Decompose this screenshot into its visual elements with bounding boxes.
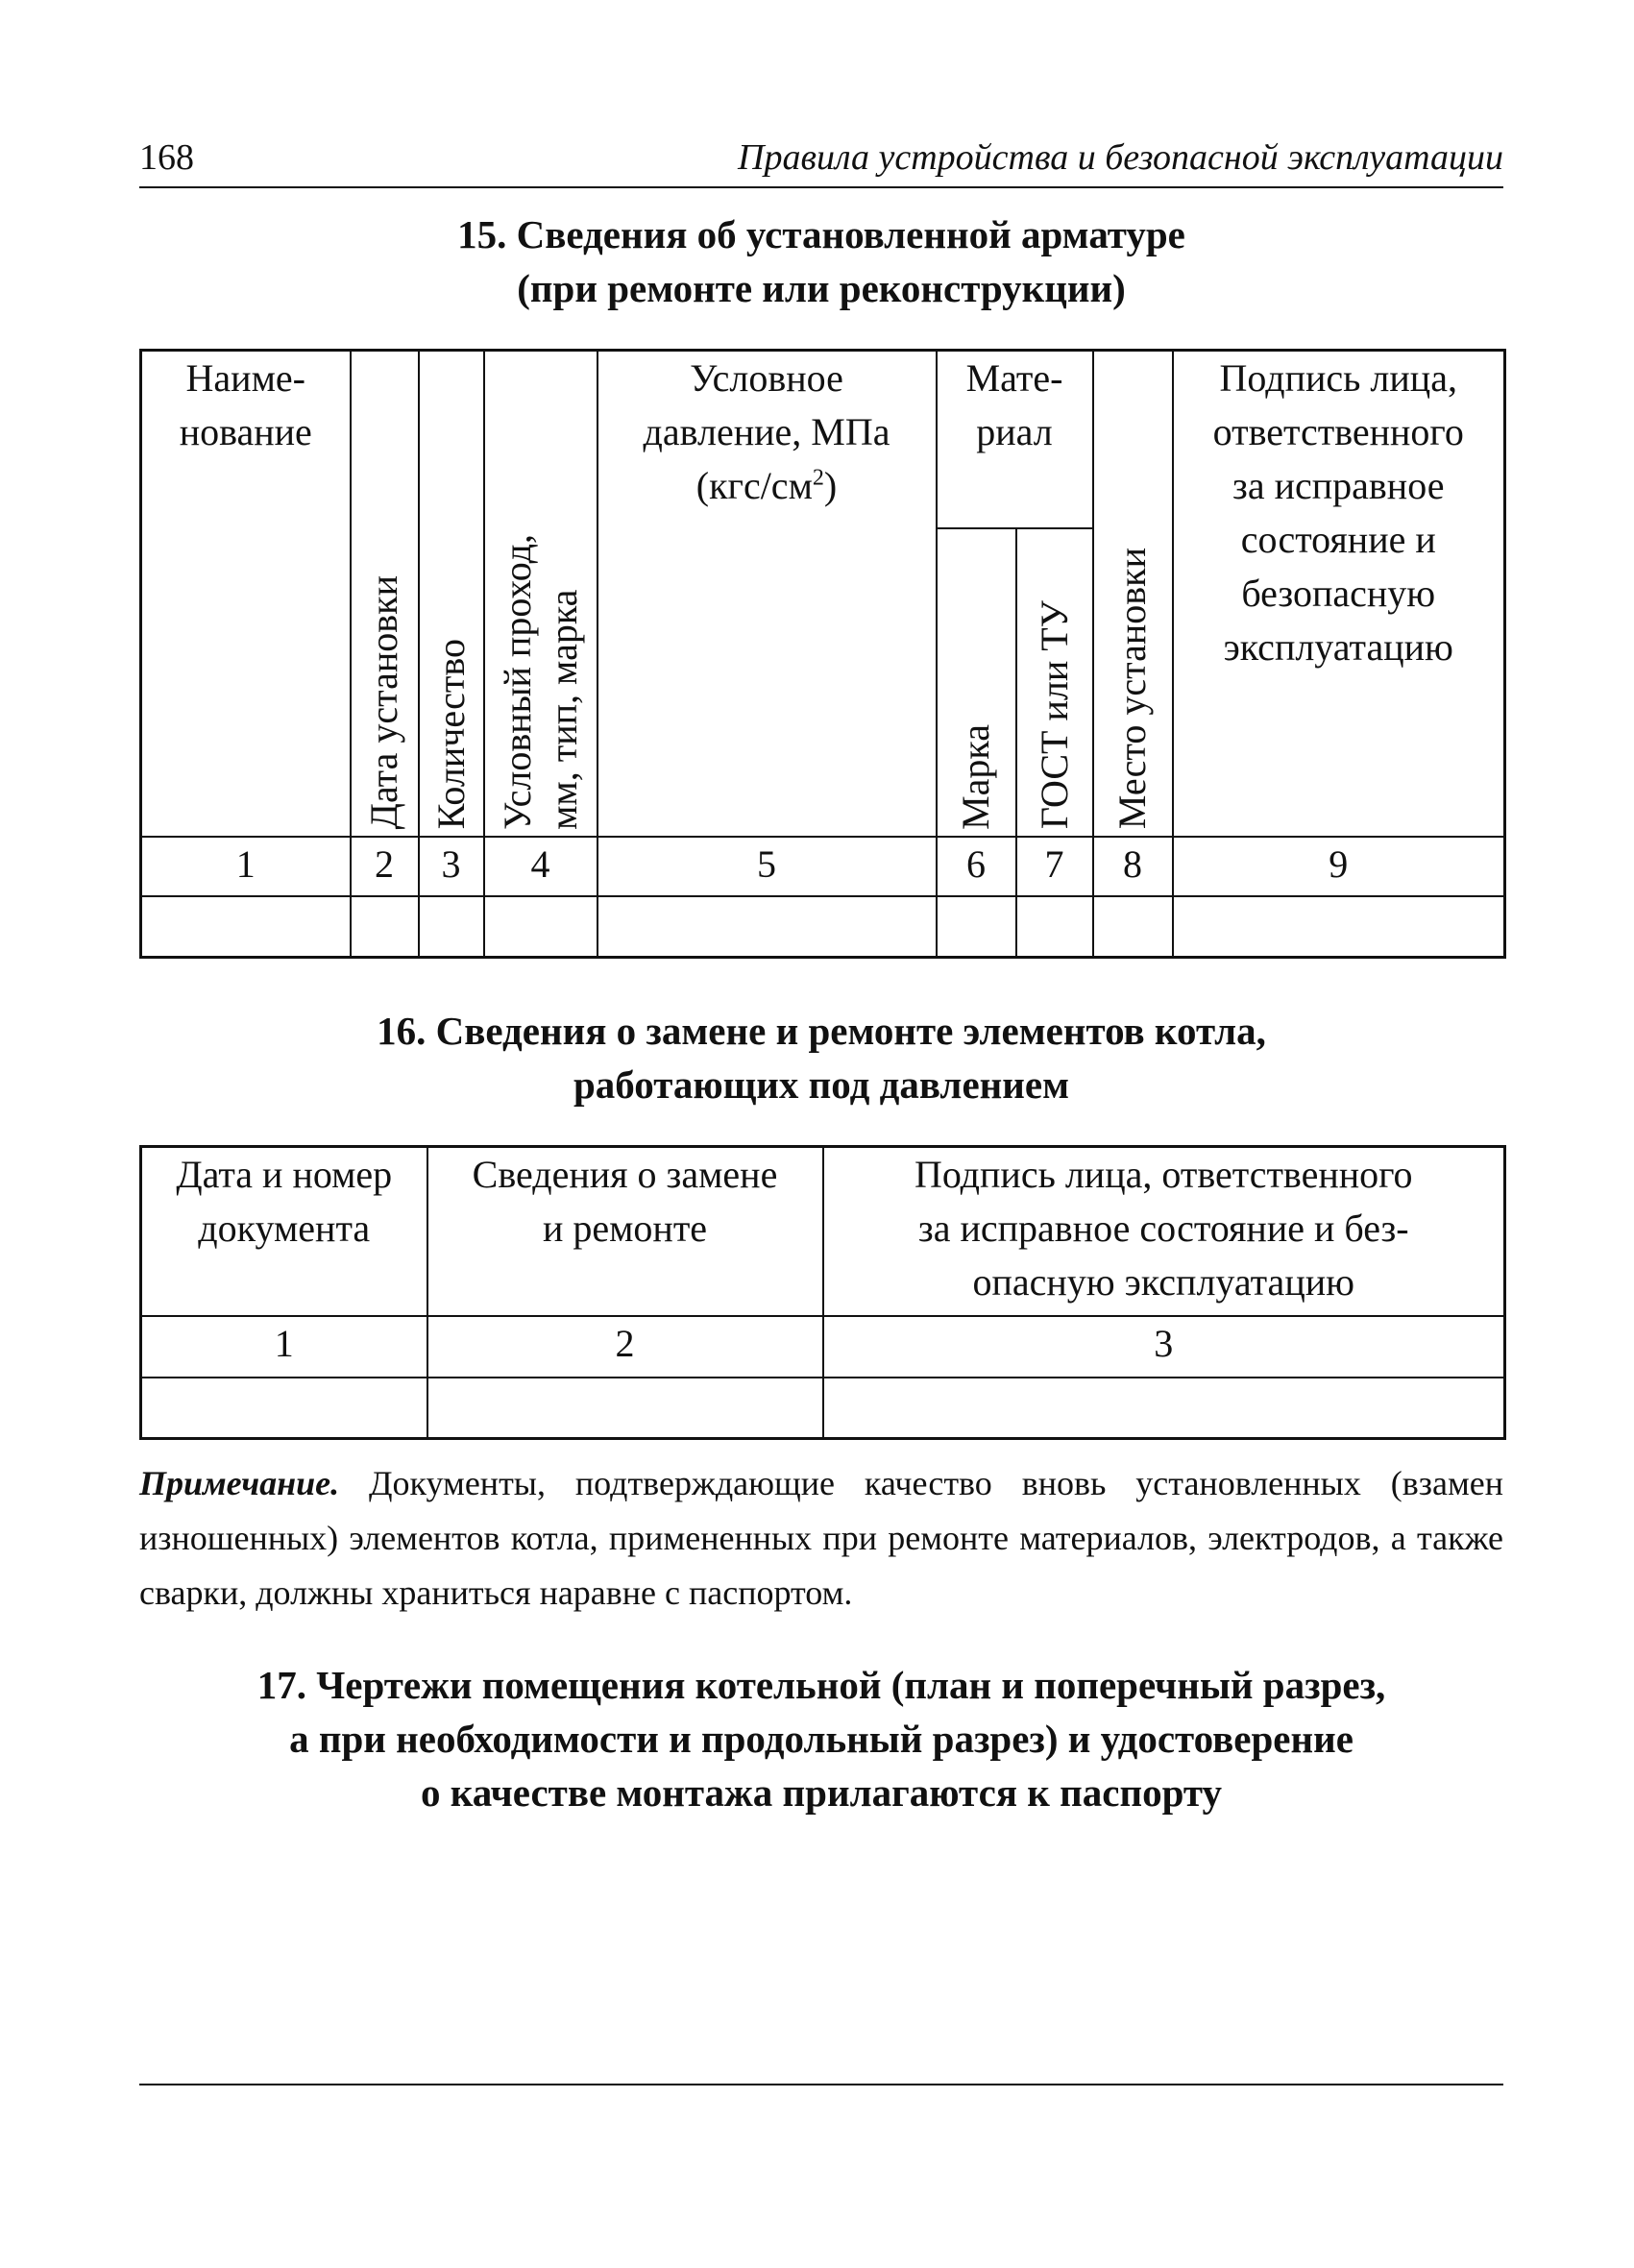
table-cell [141,896,351,958]
header-row-upper [141,351,1505,528]
repairs-table [139,1145,1506,1440]
col-signature-header: Подпись лица, ответственного за исправное состояние и без- опасную эксплуатацию [823,1147,1505,1316]
table-cell [419,896,484,958]
empty-data-row [141,1378,1505,1439]
column-number-row [141,837,1505,896]
col-standard-header: ГОСТ или ТУ [1016,528,1093,837]
col-number: 5 [598,837,937,896]
note-label: Примечание. [139,1464,340,1502]
table-cell [351,896,419,958]
col-number: 6 [937,837,1016,896]
col-number: 2 [427,1316,823,1378]
running-header [139,129,1503,188]
col-number: 1 [141,837,351,896]
col-number: 7 [1016,837,1093,896]
empty-data-row [141,896,1505,958]
header-row [141,1147,1505,1316]
table-cell [484,896,598,958]
col-name-header: Наиме- нование [141,351,351,837]
note-paragraph [139,1456,1503,1621]
col-quantity-header: Количество [419,351,484,837]
col-number: 3 [419,837,484,896]
column-number-row [141,1316,1505,1378]
col-number: 1 [141,1316,427,1378]
table-cell [1173,896,1505,958]
table-cell [141,1378,427,1439]
table-cell [937,896,1016,958]
col-number: 3 [823,1316,1505,1378]
col-material-header: Мате- риал [937,351,1093,528]
table-cell [427,1378,823,1439]
bottom-rule [139,2084,1503,2085]
col-replacement-header: Сведения о замене и ремонте [427,1147,823,1316]
fittings-table [139,349,1506,959]
col-install-date-header: Дата установки [351,351,419,837]
col-date-doc-header: Дата и номер документа [141,1147,427,1316]
col-pressure-header: Условное давление, МПа $(кгс/см^2)$ [598,351,937,837]
section-15-title: 15. Сведения об установленной арматуре (при ремонте или реконструкции) [457,212,1185,310]
col-number: 4 [484,837,598,896]
col-number: 2 [351,837,419,896]
table-cell [823,1378,1505,1439]
page-number: 168 [139,137,194,178]
col-number: 9 [1173,837,1505,896]
table-cell [1093,896,1173,958]
col-nominal-bore-header: Условный проход, мм, тип, марка [484,351,598,837]
col-grade-header: Марка [937,528,1016,837]
col-signature-header: Подпись лица, ответственного за исправное состояние и безопасную эксплуатацию [1173,351,1505,837]
col-number: 8 [1093,837,1173,896]
running-title: Правила устройства и безопасной эксплуатации [738,137,1503,178]
section-17-title: 17. Чертежи помещения котельной (план и поперечный разрез, а при необходимости и продольный разрез) и удостоверение о качестве монтажа прилагаются к паспорту [256,1663,1386,1815]
section-16-title: 16. Сведения о замене и ремонте элементов котла, работающих под давлением [377,1009,1266,1107]
table-cell [1016,896,1093,958]
col-location-header: Место установки [1093,351,1173,837]
table-cell [598,896,937,958]
note-text: Документы, подтверждающие качество вновь установленных (взамен изношенных) элементов котла, примененных при ремонте материалов, электродов, а также сварки, должны храниться наравне с паспортом. [139,1464,1503,1612]
